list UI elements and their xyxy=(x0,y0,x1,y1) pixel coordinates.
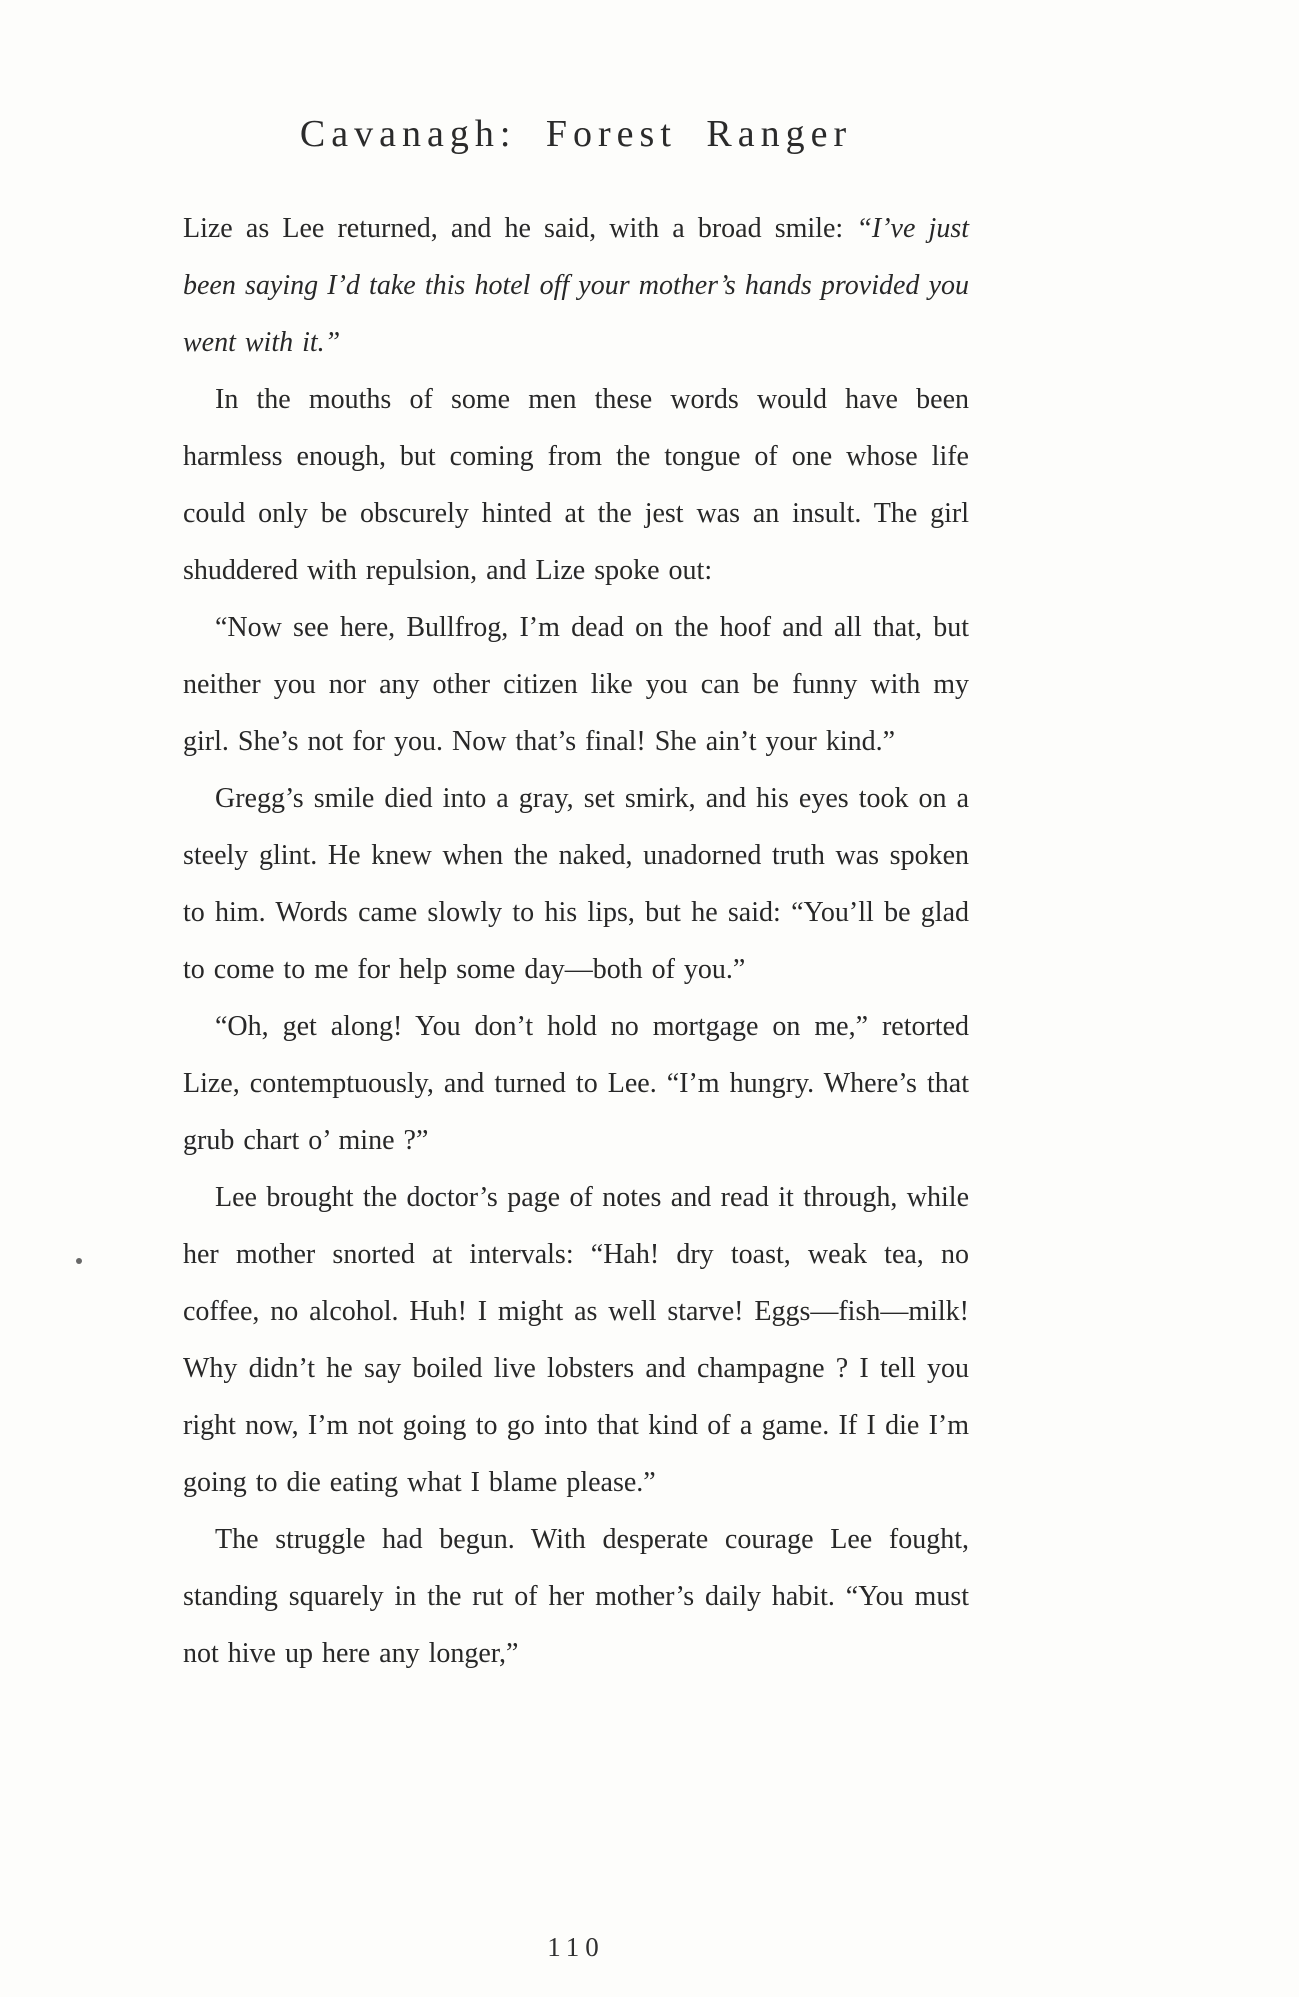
paragraph: Gregg’s smile died into a gray, set smirk, and his eyes took on a steely glint. He knew when the naked, unadorned truth was spoken to him. Words came slowly to his lips, but he said: “You’ll be glad to come to me for help some day—both of you.” xyxy=(183,783,969,985)
ink-speck xyxy=(76,1258,82,1264)
paragraph: The struggle had begun. With desperate courage Lee fought, standing squarely in the rut of her mother’s daily habit. “You must not hive up here any longer,” xyxy=(183,1524,969,1669)
paragraph-text: Lize as Lee returned, and he said, with a broad smile: xyxy=(183,213,857,244)
italic-quote-text: “I’ve just been saying I’d take this hotel off your mother’s hands provided you went with it.” xyxy=(183,213,969,358)
paragraph xyxy=(183,200,969,371)
page-number: 110 xyxy=(547,1932,605,1962)
paragraph: “Oh, get along! You don’t hold no mortgage on me,” retorted Lize, contemptuously, and turned to Lee. “I’m hungry. Where’s that grub chart o’ mine ?” xyxy=(183,1011,969,1156)
paragraph: Lee brought the doctor’s page of notes and read it through, while her mother snorted at intervals: “Hah! dry toast, weak tea, no coffee, no alcohol. Huh! I might as well starve! Eggs—fish—milk! Why didn’t he say boiled live lobsters and champagne ? I tell you right now, I’m not going to go into that kind of a game. If I die I’m going to die eating what I blame please.” xyxy=(183,1182,969,1498)
text-block xyxy=(183,112,969,1682)
running-head-title: Cavanagh: Forest Ranger xyxy=(299,113,853,155)
paragraph: In the mouths of some men these words would have been harmless enough, but coming from the tongue of one whose life could only be obscurely hinted at the jest was an insult. The girl shuddered with repulsion, and Lize spoke out: xyxy=(183,384,969,586)
paragraph: “Now see here, Bullfrog, I’m dead on the hoof and all that, but neither you nor any other citizen like you can be funny with my girl. She’s not for you. Now that’s final! She ain’t your kind.” xyxy=(183,612,969,757)
